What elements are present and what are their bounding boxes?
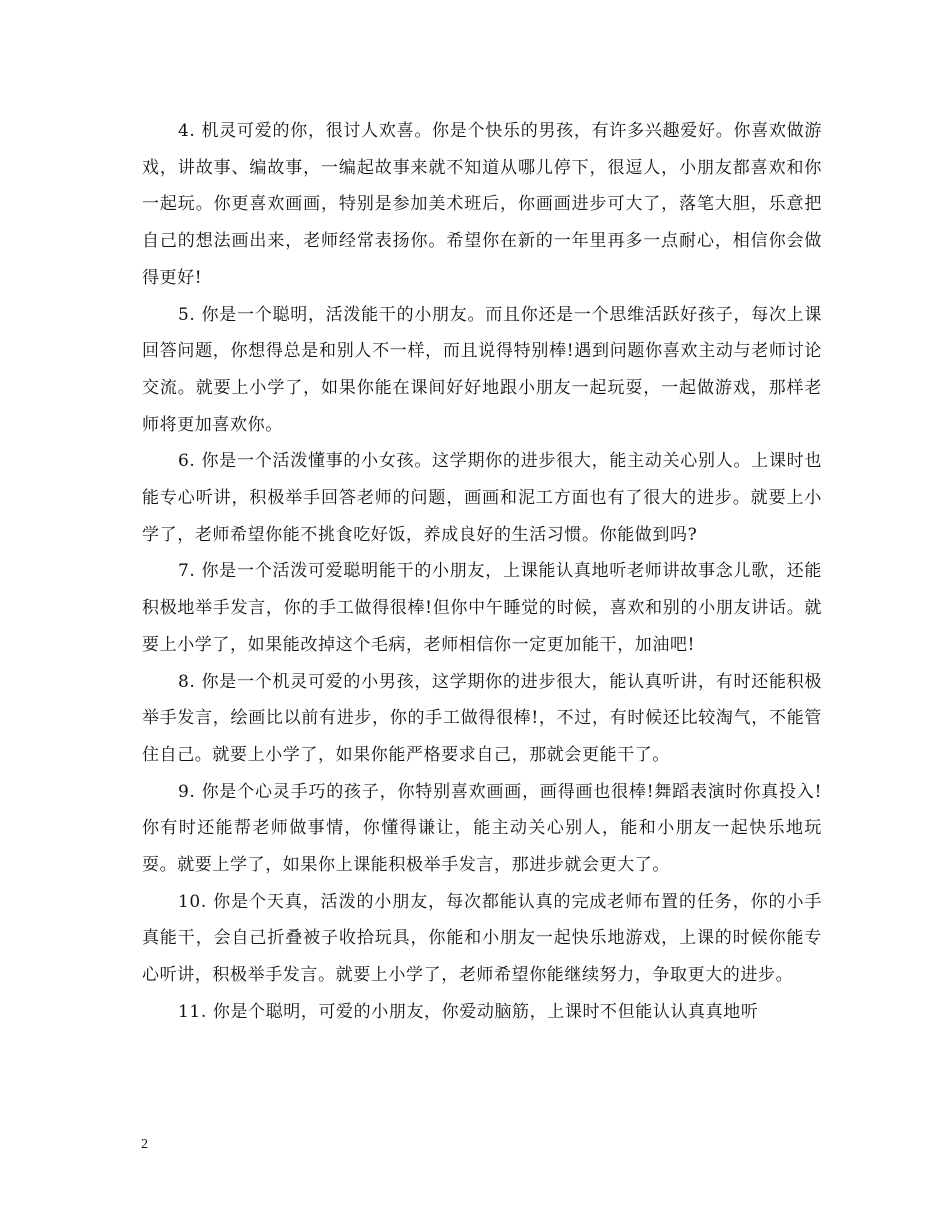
comment-paragraph-9: 9. 你是个心灵手巧的孩子，你特别喜欢画画，画得画也很棒!舞蹈表演时你真投入!你有时还能帮老师做事情，你懂得谦让，能主动关心别人，能和小朋友一起快乐地玩耍。就要上学了，如果你上课能积极举手发言，那进步就会更大了。 xyxy=(142,781,822,876)
comment-paragraph-11: 11. 你是个聪明，可爱的小朋友，你爱动脑筋，上课时不但能认认真真地听 xyxy=(178,1001,759,1022)
comment-paragraph-4: 4. 机灵可爱的你，很讨人欢喜。你是个快乐的男孩，有许多兴趣爱好。你喜欢做游戏，讲故事、编故事，一编起故事来就不知道从哪儿停下，很逗人，小朋友都喜欢和你一起玩。你更喜欢画画，特别是参加美术班后，你画画进步可大了，落笔大胆，乐意把自己的想法画出来，老师经常表扬你。希望你在新的一年里再多一点耐心，相信你会做得更好! xyxy=(142,121,822,288)
comment-paragraph-5: 5. 你是一个聪明，活泼能干的小朋友。而且你还是一个思维活跃好孩子，每次上课回答问题，你想得总是和别人不一样，而且说得特别棒!遇到问题你喜欢主动与老师讨论交流。就要上小学了，如果你能在课间好好地跟小朋友一起玩耍，一起做游戏，那样老师将更加喜欢你。 xyxy=(142,304,822,435)
comment-paragraph-8: 8. 你是一个机灵可爱的小男孩，这学期你的进步很大，能认真听讲，有时还能积极举手发言，绘画比以前有进步，你的手工做得很棒!，不过，有时候还比较淘气，不能管住自己。就要上小学了，如果你能严格要求自己，那就会更能干了。 xyxy=(142,671,822,765)
comment-paragraph-6: 6. 你是一个活泼懂事的小女孩。这学期你的进步很大，能主动关心别人。上课时也能专心听讲，积极举手回答老师的问题，画画和泥工方面也有了很大的进步。就要上小学了，老师希望你能不挑食吃好饭，养成良好的生活习惯。你能做到吗? xyxy=(142,451,822,545)
document-body xyxy=(142,113,822,1031)
page-number: 2 xyxy=(141,1137,148,1152)
comment-paragraph-7: 7. 你是一个活泼可爱聪明能干的小朋友，上课能认真地听老师讲故事念儿歌，还能积极地举手发言，你的手工做得很棒!但你中午睡觉的时候，喜欢和别的小朋友讲话。就要上小学了，如果能改掉这个毛病，老师相信你一定更加能干，加油吧! xyxy=(142,561,822,655)
comment-paragraph-10: 10. 你是个天真，活泼的小朋友，每次都能认真的完成老师布置的任务，你的小手真能干，会自己折叠被子收拾玩具，你能和小朋友一起快乐地游戏，上课的时候你能专心听讲，积极举手发言。就要上小学了，老师希望你能继续努力，争取更大的进步。 xyxy=(142,891,822,986)
